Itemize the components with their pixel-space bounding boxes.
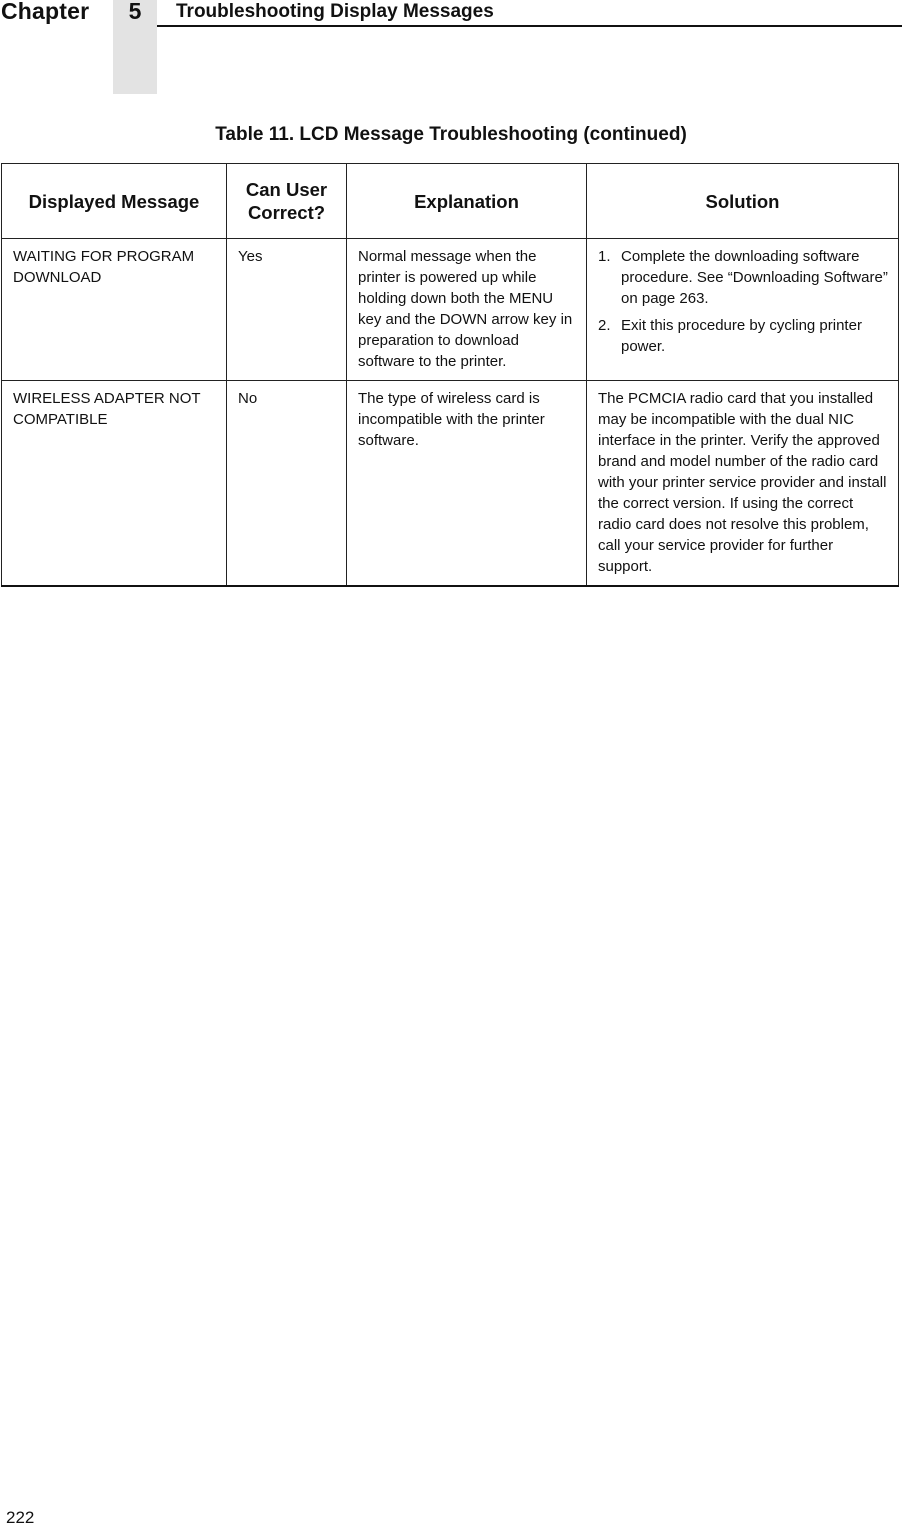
explanation-cell: The type of wireless card is incompatible with the printer software. bbox=[347, 381, 587, 587]
table-header-row bbox=[2, 164, 899, 239]
chapter-tab bbox=[113, 0, 157, 94]
displayed-message-cell: WAITING FOR PROGRAM DOWNLOAD bbox=[2, 239, 227, 381]
displayed-message-cell: WIRELESS ADAPTER NOT COMPATIBLE bbox=[2, 381, 227, 587]
solution-cell: The PCMCIA radio card that you installed may be incompatible with the dual NIC interface in the printer. Verify the approved brand and model number of the radio card with your printer service provider and install the correct version. If using the correct radio card does not resolve this problem, call your service provider for further support. bbox=[587, 381, 899, 587]
solution-steps bbox=[598, 246, 888, 357]
chapter-number: 5 bbox=[128, 0, 142, 24]
page-header bbox=[0, 0, 902, 94]
can-user-correct-cell: No bbox=[227, 381, 347, 587]
column-header-displayed-message: Displayed Message bbox=[2, 164, 227, 239]
step-text: Complete the downloading software procedure. See “Downloading Software” on page 263. bbox=[621, 248, 888, 307]
step-number: 1. bbox=[598, 248, 611, 265]
chapter-label: Chapter bbox=[1, 0, 90, 24]
column-header-explanation: Explanation bbox=[347, 164, 587, 239]
column-header-solution: Solution bbox=[587, 164, 899, 239]
solution-step bbox=[598, 246, 888, 309]
table-row bbox=[2, 381, 899, 587]
table-row bbox=[2, 239, 899, 381]
solution-step bbox=[598, 315, 888, 357]
column-header-can-user-correct: Can User Correct? bbox=[227, 164, 347, 239]
table-caption: Table 11. LCD Message Troubleshooting (continued) bbox=[215, 124, 687, 145]
header-rule bbox=[157, 25, 902, 27]
section-title: Troubleshooting Display Messages bbox=[176, 1, 494, 22]
can-user-correct-cell: Yes bbox=[227, 239, 347, 381]
solution-cell bbox=[587, 239, 899, 381]
explanation-cell: Normal message when the printer is powered up while holding down both the MENU key and the DOWN arrow key in preparation to download software to the printer. bbox=[347, 239, 587, 381]
page-number: 222 bbox=[6, 1508, 35, 1527]
step-number: 2. bbox=[598, 317, 611, 334]
step-text: Exit this procedure by cycling printer power. bbox=[621, 317, 862, 355]
lcd-troubleshooting-table bbox=[1, 163, 899, 587]
